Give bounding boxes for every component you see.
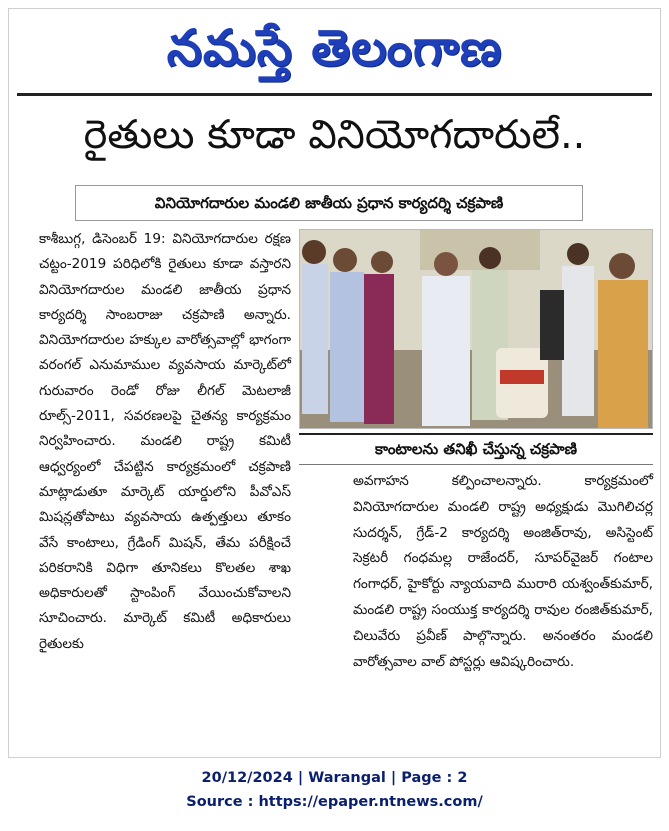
photo-weighing-scale [540,290,564,360]
edition-info: 20/12/2024 | Warangal | Page : 2 [201,770,468,786]
source-link[interactable]: Source : https://epaper.ntnews.com/ [186,794,483,810]
photo-caption: కాంటాలను తనిఖీ చేస్తున్న చక్రపాణి [299,433,653,465]
newspaper-clipping [8,8,661,758]
article-headline: రైతులు కూడా వినియోగదారులే.. [83,112,586,158]
newspaper-masthead: నమస్తే తెలంగాణ [166,19,503,77]
news-photo-illustration [300,230,653,429]
masthead-divider [17,93,652,96]
news-photo [299,229,653,429]
photo-sack-label [500,370,544,384]
article-subheadline: వినియోగదారుల మండలి జాతీయ ప్రధాన కార్యదర్శి చక్రపాణి [75,185,583,221]
article-body-right-column: అవగాహన కల్పించాలన్నారు. కార్యక్రమంలో వినియోగదారుల మండలి రాష్ట్ర అధ్యక్షుడు మొగిలిచర్ల సుదర్శన్, గ్రేడ్-2 కార్యదర్శి అంజిత్‌రావు, అసిస్టెంట్ సెక్రటరీ గంధమల్ల రాజేందర్, సూపర్‌వైజర్ గంటాల గంగాధర్, హైకోర్టు న్యాయవాది మురారి యశ్వంత్‌కుమార్, మండలి రాష్ట్ర సంయుక్త కార్యదర్శి రావుల రంజిత్‌కుమార్, చిలువేరు ప్రవీణ్ పాల్గొన్నారు. అనంతరం మండలి వారోత్సవాల వాల్ పోస్టర్లు ఆవిష్కరించారు. [353,473,653,670]
article-body-left-column: కాశీబుగ్గ, డిసెంబర్ 19: వినియోగదారుల రక్షణ చట్టం-2019 పరిధిలోకి రైతులు కూడా వస్తారని వినియోగదారుల మండలి జాతీయ ప్రధాన కార్యదర్శి సాంబరాజు చక్రపాణి అన్నారు. వినియోగదారుల హక్కుల వారోత్సవాల్లో భాగంగా వరంగల్ ఎనుమాముల వ్యవసాయ మార్కెట్‌లో గురువారం రెండో రోజు లీగల్ మెటలాజీ రూల్స్-2011, సవరణలపై చైతన్య కార్యక్రమం నిర్వహించారు. మండలి రాష్ట్ర కమిటీ ఆధ్వర్యంలో చేపట్టిన కార్యక్రమంలో చక్రపాణి మాట్లాడుతూ మార్కెట్ యార్డులోని పీవోఎస్ మిషన్లతోపాటు వ్యవసాయ ఉత్పత్తులు తూకం వేసే కాంటాలు, గ్రేడింగ్ మిషన్, తేమ పరీక్షించే పరికరానికి విధిగా తూనికలు కొలతల శాఖ అధికారులతో స్టాంపింగ్ వేయించుకోవాలని సూచించారు. మార్కెట్ కమిటీ అధికారులు రైతులకు [39,231,291,652]
